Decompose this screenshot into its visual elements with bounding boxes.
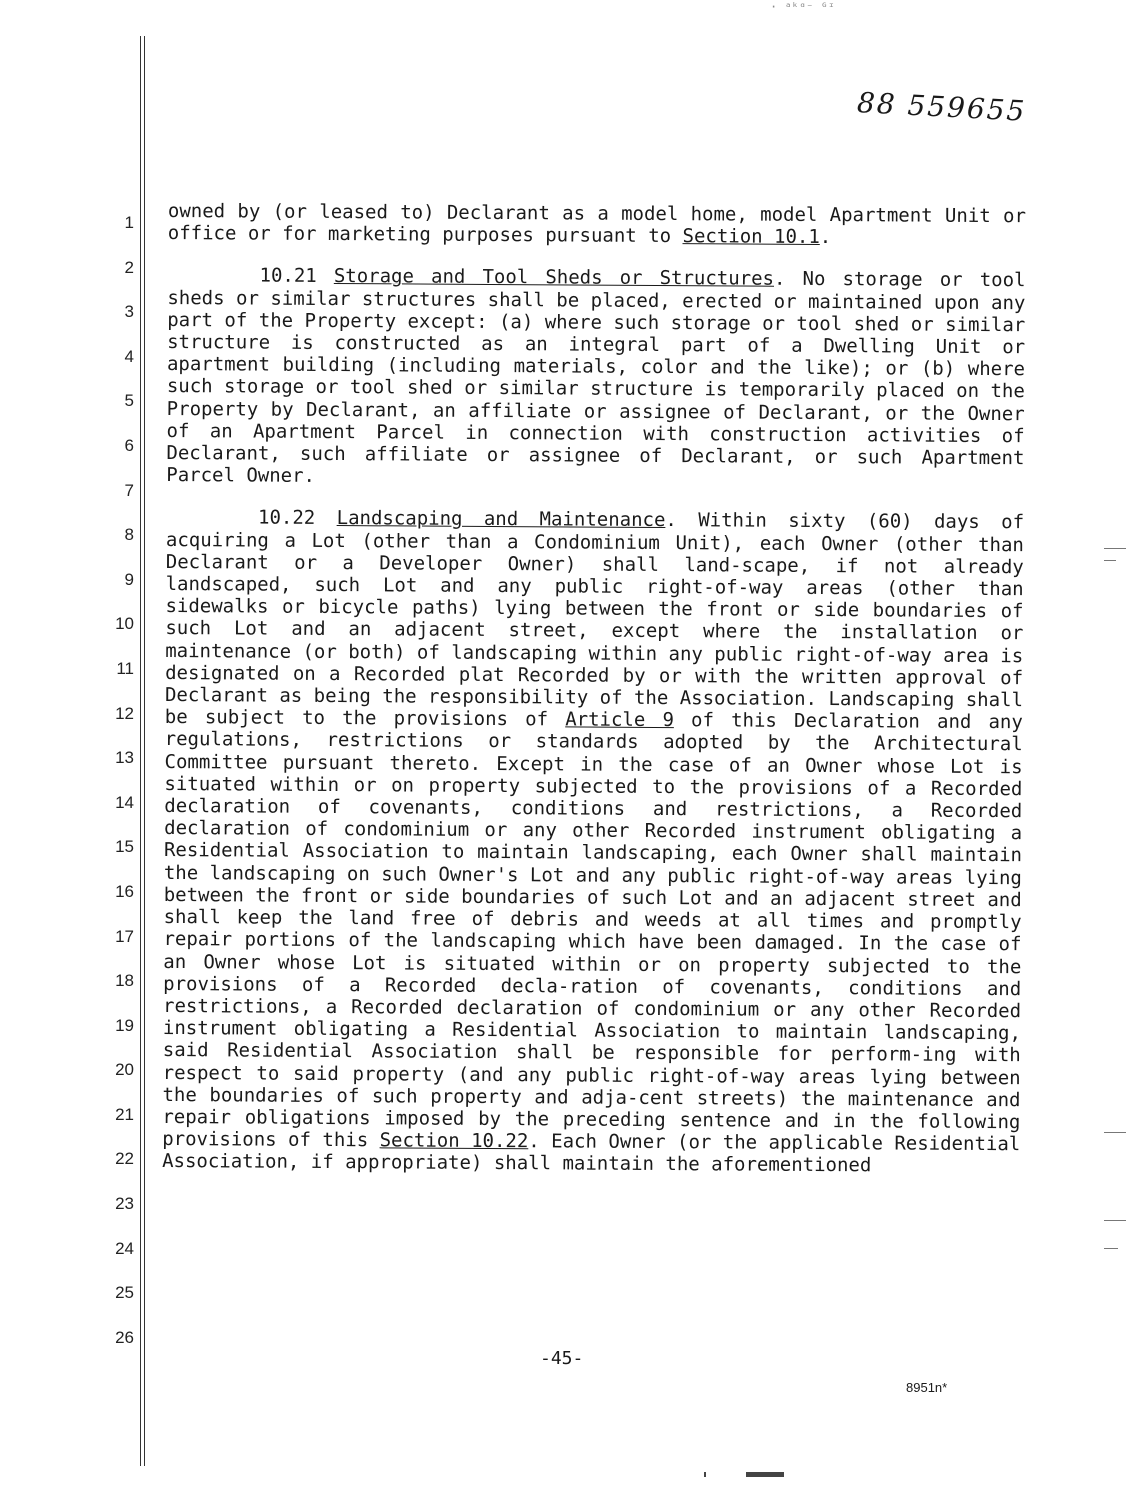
- scan-artifact: [1104, 560, 1116, 561]
- document-code: 8951n*: [906, 1380, 948, 1395]
- margin-rule: [144, 36, 145, 1466]
- section-body: . Within sixty (60) days of acquiring a Lot (other than a Condominium Unit), each Owner (other than Declarant or a Developer Owner) shall land-scape, if not already landscaped, such Lot and any public right-of-way areas (other than sidewalks or bicycle paths) lying between the front or side boundaries of such Lot and an adjacent street, except where the installation or maintenance (or both) of landscaping within any public right-of-way area is designated on a Recorded plat Recorded by or with the written approval of Declarant as being the responsibility of the Association. Landscaping shall be subject to the provisions of: [164, 509, 1025, 731]
- section-reference: Section 10.22: [379, 1129, 529, 1153]
- section-body: of this Declaration and any regulations, restrictions or standards adopted by the Architectural Committee pursuant thereto. Except in the case of an Owner whose Lot is situated within or on property subjected to the provisions of a Recorded declaration of covenants, conditions and restrictions, a Recorded declaration of condominium or any other Recorded instrument obligating a Residential Association to maintain landscaping, each Owner shall maintain the landscaping on such Owner's Lot and any public right-of-way areas lying between the front or side boundaries of such Lot and an adjacent street and shall keep the land free of debris and weeds at all times and promptly repair portions of the landscaping which have been damaged. In the case of an Owner whose Lot is situated within or on property subjected to the provisions of a Recorded decla-ration of covenants, conditions and restrictions, a Recorded declaration of condominium or any other Recorded instrument obligating a Residential Association to maintain landscaping, said Residential Association shall be responsible for perform-ing with respect to said property (and any public right-of-way areas lying between the boundaries of such property and adja-cent streets) the maintenance and repair obligations imposed by the preceding sentence and in the following provisions of this: [162, 709, 1023, 1152]
- document-body: [162, 200, 1026, 1198]
- section-number: 10.22: [257, 506, 316, 530]
- line-number: 15: [115, 837, 134, 857]
- line-number: 6: [124, 435, 134, 455]
- paragraph-text: .: [819, 226, 832, 249]
- scan-artifact: [1104, 1248, 1118, 1249]
- line-number: 9: [124, 569, 134, 589]
- section-body: . No storage or tool sheds or similar structures shall be placed, erected or maintained upon any part of the Property except: (a) where such storage or tool shed or similar structure is constructed as an integral part of a Dwelling Unit or apartment building (including materials, color and the like); or (b) where such storage or tool shed or similar structure is temporarily placed on the Property by Declarant, an affiliate or assignee of Declarant, or the Owner of an Apartment Parcel in connection with construction activities of Declarant, such affiliate or assignee of Declarant, or such Apartment Parcel Owner.: [166, 268, 1026, 488]
- line-number: 17: [115, 926, 134, 946]
- section-heading: Storage and Tool Sheds or Structures: [333, 265, 775, 291]
- line-number: 25: [115, 1283, 134, 1303]
- line-number: 3: [124, 302, 134, 322]
- line-number: 22: [115, 1149, 134, 1169]
- line-number: 10: [115, 614, 134, 634]
- line-number: 23: [115, 1194, 134, 1214]
- line-number: 26: [115, 1327, 134, 1347]
- line-number: 4: [124, 346, 134, 366]
- scan-artifact: [746, 1472, 784, 1477]
- top-scan-mark: · ᵃᵏᵅ⁻ ᴳᶦ: [770, 0, 836, 14]
- line-number: 2: [124, 257, 134, 277]
- line-number: 12: [115, 703, 134, 723]
- margin-rule: [140, 36, 141, 1466]
- scan-artifact: [1104, 1132, 1126, 1133]
- line-number: 8: [124, 525, 134, 545]
- section-reference: Section 10.1: [682, 225, 820, 249]
- article-reference: Article 9: [565, 708, 674, 732]
- document-number: 88 559655: [856, 86, 1028, 128]
- line-number: 11: [116, 658, 134, 678]
- scan-artifact: [1104, 548, 1126, 549]
- line-number: 14: [115, 792, 134, 812]
- line-number: 21: [115, 1104, 134, 1124]
- scan-artifact: [1104, 1220, 1126, 1221]
- line-number: 7: [124, 480, 134, 500]
- line-number: 20: [115, 1060, 134, 1080]
- section-number: 10.21: [259, 264, 317, 288]
- line-number: 18: [115, 971, 134, 991]
- line-number: 19: [115, 1015, 134, 1035]
- scan-artifact: [704, 1472, 706, 1477]
- section-body: . Each Owner (or the applicable Residential Association, if appropriate) shall maintain the aforementioned: [162, 1130, 1021, 1177]
- line-number: 1: [124, 213, 134, 232]
- paragraph-text: owned by (or leased to) Declarant as a model home, model Apartment Unit or office or for marketing purposes pursuant to: [167, 200, 1026, 248]
- line-number: 24: [115, 1238, 134, 1258]
- section-10-21: [166, 264, 1025, 491]
- section-10-22: [162, 506, 1024, 1177]
- line-number: 13: [115, 748, 134, 768]
- line-number-column: [100, 212, 134, 1371]
- page-number: -45-: [540, 1348, 584, 1369]
- paragraph-continued: [168, 200, 1026, 250]
- section-heading: Landscaping and Maintenance: [336, 507, 666, 532]
- line-number: 16: [115, 881, 134, 901]
- line-number: 5: [124, 391, 134, 411]
